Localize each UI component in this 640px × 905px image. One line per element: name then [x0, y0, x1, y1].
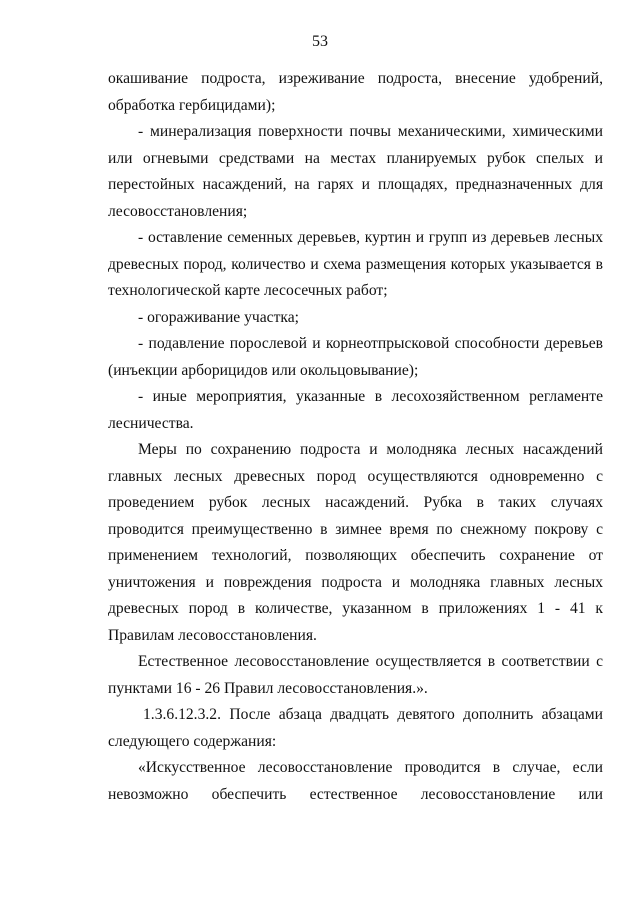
- paragraph-coppice-suppression: - подавление порослевой и корнеотпрысковой способности деревьев (инъекции арборицидов или окольцовывание);: [108, 335, 603, 379]
- paragraph-undergrowth-preservation: Меры по сохранению подроста и молодняка лесных насаждений главных лесных древесных пород осуществляются одновременно с проведением рубок лесных насаждений. Рубка в таких случаях проводится преимущественно в зимнее время по снежному покрову с применением технологий, позволяющих обеспечить сохранение от уничтожения и повреждения подроста и молодняка главных лесных древесных пород в количестве, указанном в приложениях 1 - 41 к Правилам лесовосстановления.: [108, 441, 603, 644]
- document-body: [108, 66, 603, 808]
- paragraph-natural-reforestation: Естественное лесовосстановление осуществляется в соответствии с пунктами 16 - 26 Правил лесовосстановления.».: [108, 653, 603, 697]
- paragraph-amendment-clause: 1.3.6.12.3.2. После абзаца двадцать девятого дополнить абзацами следующего содержания:: [108, 706, 603, 750]
- paragraph-soil-mineralization: - минерализация поверхности почвы механическими, химическими или огневыми средствами на местах планируемых рубок спелых и перестойных насаждений, на гарях и площадях, предназначенных для лесовосстановления;: [108, 123, 603, 220]
- paragraph-treatments-continued: окашивание подроста, изреживание подроста, внесение удобрений, обработка гербицидами);: [108, 70, 603, 114]
- paragraph-artificial-reforestation: «Искусственное лесовосстановление проводится в случае, если невозможно обеспечить естественное лесовосстановление или: [108, 759, 603, 803]
- page-number: 53: [312, 33, 328, 50]
- paragraph-seed-trees: - оставление семенных деревьев, куртин и групп из деревьев лесных древесных пород, количество и схема размещения которых указывается в технологической карте лесосечных работ;: [108, 229, 603, 299]
- paragraph-fencing: - огораживание участка;: [138, 308, 300, 326]
- paragraph-other-measures: - иные мероприятия, указанные в лесохозяйственном регламенте лесничества.: [108, 388, 603, 432]
